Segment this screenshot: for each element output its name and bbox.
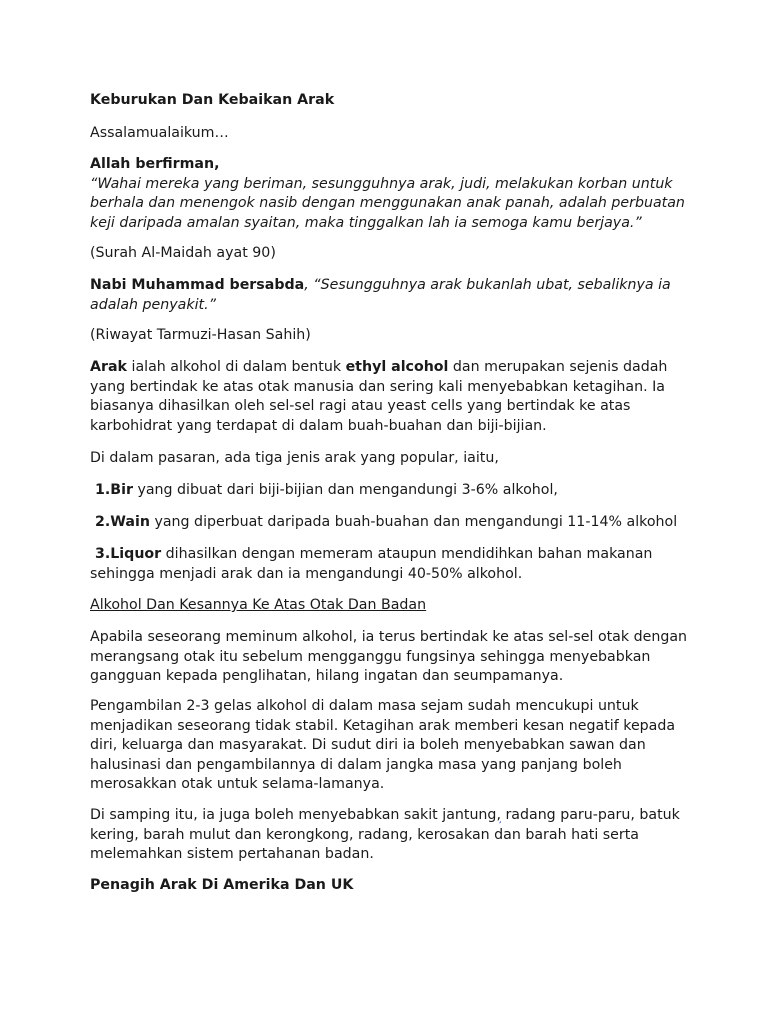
section-heading-penagih: Penagih Arak Di Amerika Dan UK bbox=[90, 877, 354, 893]
type-item-bir: 1.Bir yang dibuat dari biji-bijian dan mengandungi 3-6% alkohol, bbox=[95, 482, 558, 498]
term-arak: Arak bbox=[90, 359, 127, 375]
type-item-wain: 2.Wain yang diperbuat daripada buah-buahan dan mengandungi 11-14% alkohol bbox=[95, 514, 678, 530]
quran-line: “Wahai mereka yang beriman, sesungguhnya arak, judi, melakukan korban untuk bbox=[90, 175, 673, 192]
type-label: 1.Bir bbox=[95, 482, 133, 498]
paragraph-line: biasanya dihasilkan oleh sel-sel ragi atau yeast cells yang bertindak ke atas bbox=[90, 398, 631, 414]
quran-line: keji daripada amalan syaitan, maka tinggalkan lah ia semoga kamu berjaya.” bbox=[90, 214, 642, 231]
document-title bbox=[90, 91, 690, 111]
quran-intro: Allah berfirman, bbox=[90, 156, 220, 172]
quran-quote bbox=[90, 155, 690, 233]
paragraph-consumption bbox=[90, 697, 690, 795]
hadith-comma: , bbox=[304, 277, 314, 293]
term-ethyl-alcohol: ethyl alcohol bbox=[345, 359, 449, 375]
paragraph-line: menjadikan seseorang tidak stabil. Ketagihan arak memberi kesan negatif kepada bbox=[90, 717, 676, 734]
hadith-line: adalah penyakit.” bbox=[90, 296, 216, 313]
hadith-source: (Riwayat Tarmuzi-Hasan Sahih) bbox=[90, 327, 311, 343]
paragraph-line: merosakkan otak untuk selama-lamanya. bbox=[90, 776, 385, 792]
hadith-quote bbox=[90, 276, 690, 315]
type-label: 3.Liquor bbox=[95, 546, 162, 562]
paragraph-line: Apabila seseorang meminum alkohol, ia terus bertindak ke atas sel-sel otak dengan bbox=[90, 629, 688, 645]
types-intro: Di dalam pasaran, ada tiga jenis arak yang popular, iaitu, bbox=[90, 450, 499, 466]
spellcheck-mark: , bbox=[496, 807, 501, 823]
hadith-line bbox=[90, 276, 690, 296]
section-heading-alkohol: Alkohol Dan Kesannya Ke Atas Otak Dan Badan bbox=[90, 597, 427, 613]
paragraph-line: Di samping itu, ia juga boleh menyebabkan sakit jantung, radang paru-paru, batuk bbox=[90, 807, 680, 823]
paragraph-line: Pengambilan 2-3 gelas alkohol di dalam masa sejam sudah mencukupi untuk bbox=[90, 698, 639, 714]
type-label: 2.Wain bbox=[95, 514, 150, 530]
paragraph-alkohol-effect bbox=[90, 628, 690, 687]
paragraph-diseases bbox=[90, 806, 690, 865]
paragraph-line: yang bertindak ke atas otak manusia dan sering kali menyebabkan ketagihan. Ia bbox=[90, 378, 665, 395]
type-item-liquor bbox=[90, 545, 690, 584]
paragraph-line: 3.Liquor dihasilkan dengan memeram ataupun mendidihkan bahan makanan bbox=[95, 546, 653, 562]
hadith-intro: Nabi Muhammad bersabda bbox=[90, 277, 305, 293]
paragraph-line: gangguan kepada penglihatan, hilang ingatan dan seumpamanya. bbox=[90, 668, 564, 684]
quran-line: berhala dan menengok nasib dengan menggunakan anak panah, adalah perbuatan bbox=[90, 195, 685, 211]
hadith-quote-text: “Sesungguhnya arak bukanlah ubat, sebaliknya ia bbox=[313, 277, 671, 293]
paragraph-line: halusinasi dan pengambilannya di dalam jangka masa yang panjang boleh bbox=[90, 756, 622, 773]
paragraph-line: kering, barah mulut dan kerongkong, radang, kerosakan dan barah hati serta bbox=[90, 826, 639, 843]
paragraph-line: Arak ialah alkohol di dalam bentuk ethyl alcohol dan merupakan sejenis dadah bbox=[90, 359, 668, 375]
paragraph-line: sehingga menjadi arak dan ia mengandungi 40-50% alkohol. bbox=[90, 565, 523, 582]
paragraph-line: merangsang otak itu sebelum mengganggu fungsinya sehingga menyebabkan bbox=[90, 648, 651, 665]
definition-paragraph bbox=[90, 358, 690, 436]
greeting: Assalamualaikum… bbox=[90, 125, 229, 141]
quran-source: (Surah Al-Maidah ayat 90) bbox=[90, 245, 276, 261]
paragraph-line: diri, keluarga dan masyarakat. Di sudut diri ia boleh menyebabkan sawan dan bbox=[90, 737, 646, 753]
paragraph-line: karbohidrat yang terdapat di dalam buah-buahan dan biji-bijian. bbox=[90, 417, 547, 434]
paragraph-line: melemahkan sistem pertahanan badan. bbox=[90, 846, 374, 862]
title-text: Keburukan Dan Kebaikan Arak bbox=[90, 92, 335, 108]
